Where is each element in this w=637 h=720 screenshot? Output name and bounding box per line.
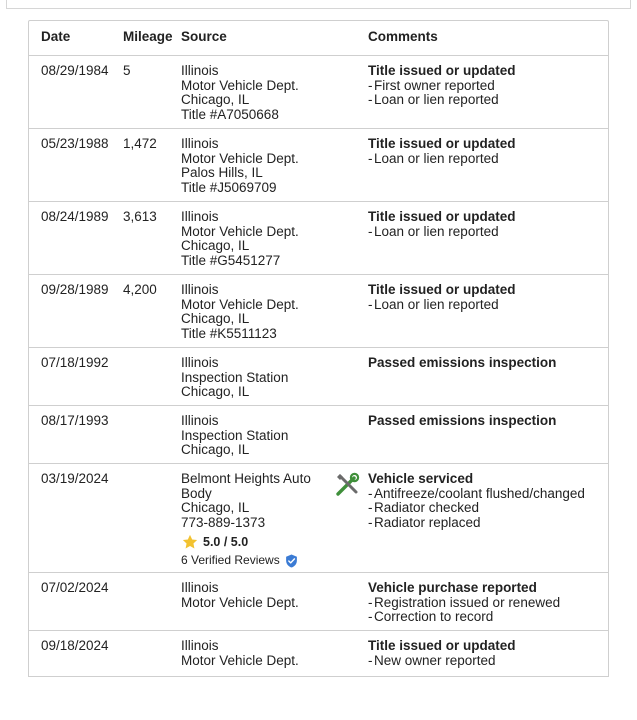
source-cell [181,414,329,458]
table-row [29,631,608,677]
bullet-dash: - [368,594,373,610]
source-cell [181,283,329,341]
comment-title: Title issued or updated [368,282,516,297]
source-line: Title #G5451277 [181,252,281,268]
comment-item-text: Loan or lien reported [374,150,499,166]
table-row [29,129,608,202]
source-cell [181,356,329,400]
mileage-column-header: Mileage [123,29,173,44]
source-line: Chicago, IL [181,442,250,458]
source-cell [181,210,329,268]
comment-title: Passed emissions inspection [368,355,557,370]
source-line: Title #A7050668 [181,106,279,122]
comments-cell [368,210,608,239]
source-line: 773-889-1373 [181,514,266,530]
verified-reviews-count: 6 Verified Reviews [181,553,280,568]
source-line: Inspection Station [181,369,289,385]
source-line: Chicago, IL [181,238,250,254]
date-cell: 08/29/1984 [41,63,109,78]
source-line: Chicago, IL [181,500,250,516]
comment-title: Title issued or updated [368,209,516,224]
comment-title: Passed emissions inspection [368,413,557,428]
mileage-cell: 3,613 [123,209,157,224]
comment-title: Title issued or updated [368,63,516,78]
source-line: Chicago, IL [181,384,250,400]
mileage-cell: 5 [123,63,131,78]
star-icon [181,533,199,551]
bullet-dash: - [368,223,373,239]
comment-item [368,225,608,240]
tools-icon [334,472,360,498]
comment-item-text: Loan or lien reported [374,296,499,312]
source-line: Palos Hills, IL [181,165,263,181]
source-cell [181,137,329,195]
date-cell: 09/18/2024 [41,638,109,653]
source-line: Motor Vehicle Dept. [181,594,299,610]
source-line: Illinois [181,282,219,297]
comment-item [368,610,608,625]
comments-cell [368,356,608,371]
date-cell: 09/28/1989 [41,282,109,297]
comment-item [368,152,608,167]
date-column-header: Date [41,29,71,44]
comment-item [368,654,608,669]
comment-item-text: Radiator checked [374,500,480,516]
comment-item-text: Loan or lien reported [374,92,499,108]
source-line: Title #K5511123 [181,325,277,341]
bullet-dash: - [368,485,373,501]
bullet-dash: - [368,500,373,516]
source-line: Motor Vehicle Dept. [181,296,299,312]
source-column-header: Source [181,29,227,44]
comment-item-text: New owner reported [374,652,496,668]
comment-item [368,79,608,94]
source-line: Motor Vehicle Dept. [181,77,299,93]
date-cell: 07/18/1992 [41,355,109,370]
source-line: Illinois [181,63,219,78]
source-line: Illinois [181,580,219,595]
bullet-dash: - [368,652,373,668]
comments-column-header: Comments [368,29,438,44]
rating [181,533,329,551]
bullet-dash: - [368,77,373,93]
date-cell: 08/17/1993 [41,413,109,428]
source-line: Illinois [181,355,219,370]
source-line: Motor Vehicle Dept. [181,223,299,239]
source-cell [181,64,329,122]
source-line: Chicago, IL [181,92,250,108]
mileage-cell: 4,200 [123,282,157,297]
comments-cell [368,472,608,530]
comment-item [368,93,608,108]
comment-item-text: Radiator replaced [374,514,481,530]
date-cell: 08/24/1989 [41,209,109,224]
comment-item [368,501,608,516]
verified-shield-icon [285,554,298,568]
comment-item-text: Loan or lien reported [374,223,499,239]
comments-cell [368,137,608,166]
source-line: Inspection Station [181,427,289,443]
table-row [29,275,608,348]
comment-item-text: Antifreeze/coolant flushed/changed [374,485,585,501]
date-cell: 07/02/2024 [41,580,109,595]
comment-item [368,487,608,502]
source-line: Illinois [181,638,219,653]
comment-item-text: First owner reported [374,77,495,93]
date-cell: 05/23/1988 [41,136,109,151]
table-row [29,573,608,631]
source-line: Title #J5069709 [181,179,277,195]
comments-cell [368,64,608,108]
source-cell [181,472,329,568]
comment-title: Vehicle purchase reported [368,580,537,595]
source-cell [181,581,329,610]
comment-title: Vehicle serviced [368,471,474,486]
comment-item-text: Registration issued or renewed [374,594,561,610]
comments-cell [368,581,608,625]
verified-reviews-link[interactable] [181,553,329,568]
bullet-dash: - [368,92,373,108]
source-line: Illinois [181,413,219,428]
comments-cell [368,414,608,429]
bullet-dash: - [368,514,373,530]
comment-item [368,596,608,611]
date-cell: 03/19/2024 [41,471,109,486]
source-line: Motor Vehicle Dept. [181,652,299,668]
table-row [29,464,608,573]
table-header-row [29,21,608,56]
comments-cell [368,283,608,312]
bullet-dash: - [368,296,373,312]
comment-item [368,298,608,313]
table-row [29,406,608,464]
source-line: Illinois [181,209,219,224]
source-cell [181,639,329,668]
comment-title: Title issued or updated [368,136,516,151]
source-line: Motor Vehicle Dept. [181,150,299,166]
table-row [29,202,608,275]
comment-item [368,516,608,531]
bullet-dash: - [368,609,373,625]
source-line: Belmont Heights Auto Body [181,471,311,501]
comment-item-text: Correction to record [374,609,494,625]
rating-value: 5.0 / 5.0 [203,535,249,550]
mileage-cell: 1,472 [123,136,157,151]
bullet-dash: - [368,150,373,166]
comment-title: Title issued or updated [368,638,516,653]
comments-cell [368,639,608,668]
table-row [29,348,608,406]
source-line: Chicago, IL [181,311,250,327]
table-row [29,56,608,129]
source-line: Illinois [181,136,219,151]
vehicle-history-table [28,20,609,677]
previous-section-frame [6,0,631,9]
